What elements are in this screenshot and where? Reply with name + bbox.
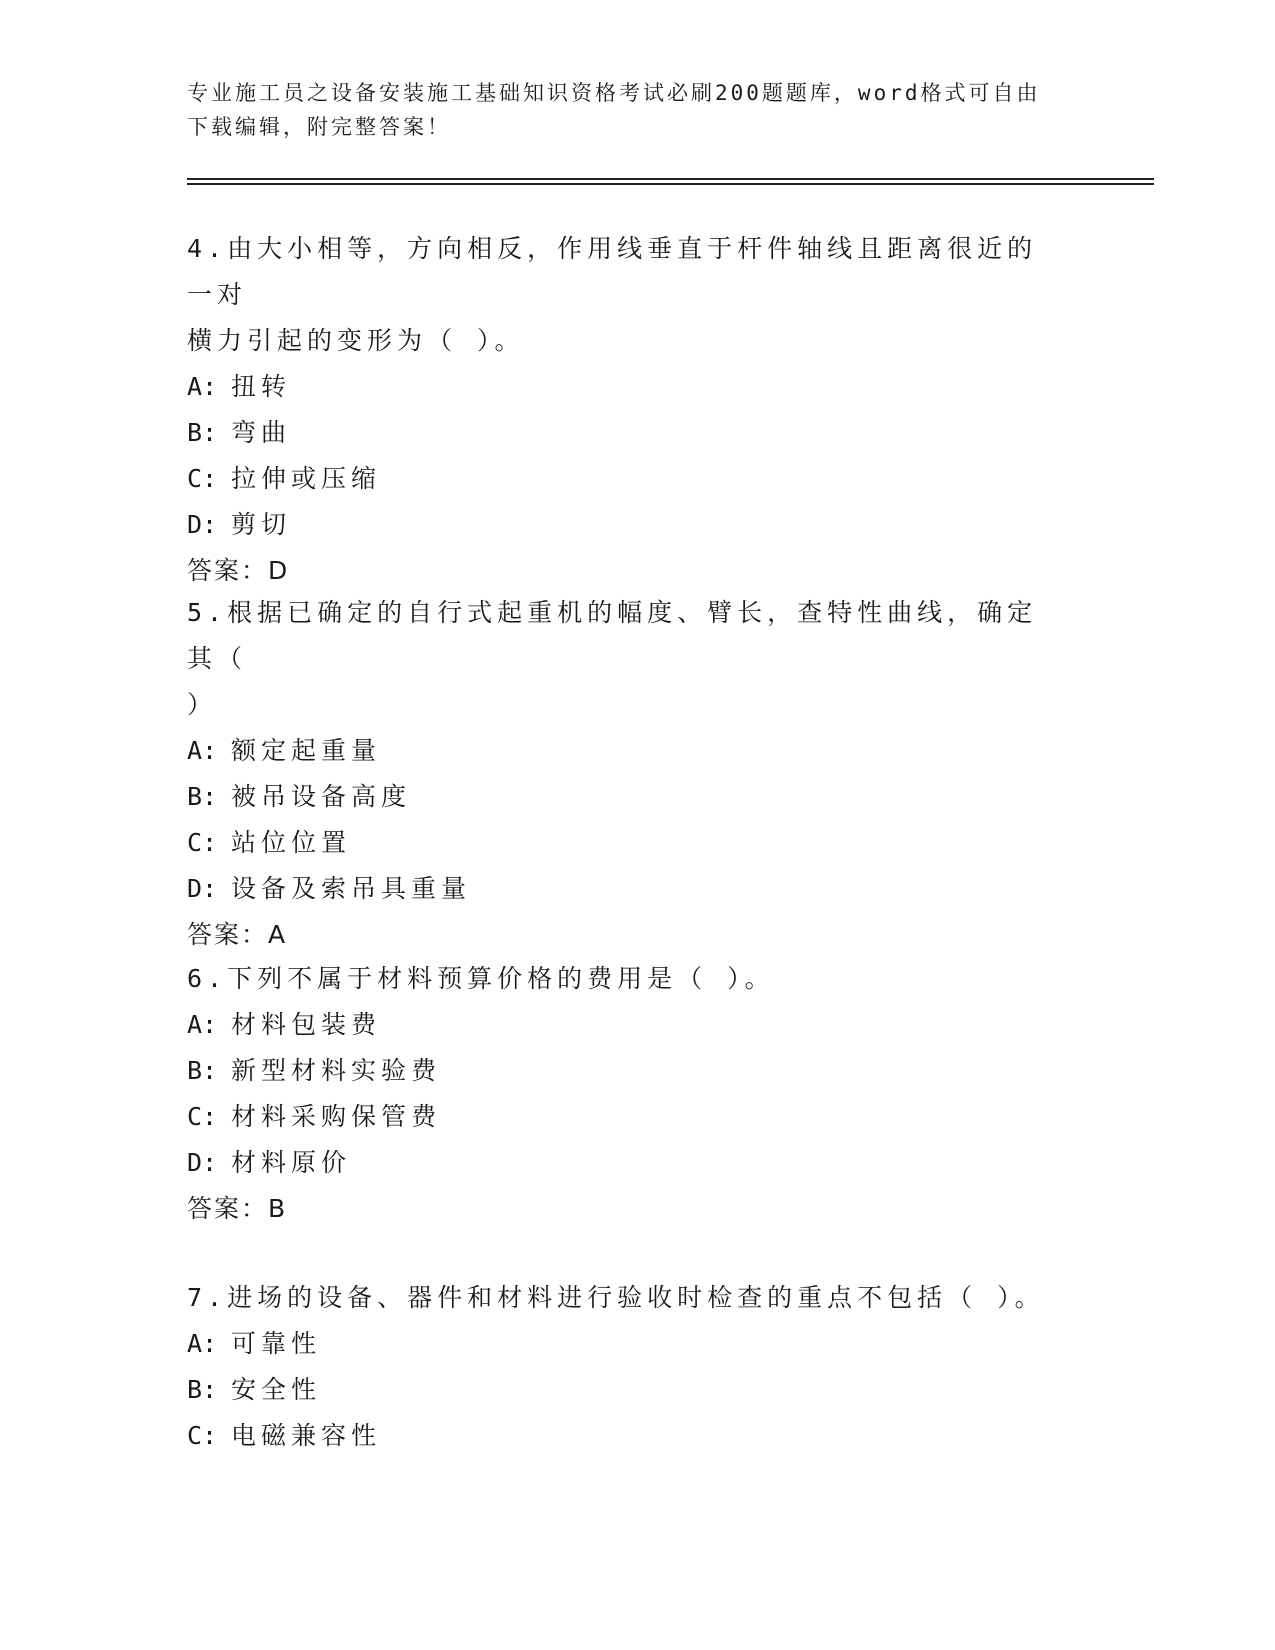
option-letter: B:	[187, 418, 218, 447]
option-d	[187, 1140, 1067, 1186]
question-stem-line: 横力引起的变形为（ ）。	[187, 326, 525, 355]
option-text: 材料原价	[231, 1148, 352, 1177]
answer-label: 答案：	[187, 556, 269, 585]
option-text: 设备及索吊具重量	[231, 874, 472, 903]
option-letter: D:	[187, 874, 218, 903]
question-4	[187, 226, 1067, 594]
question-6	[187, 956, 1067, 1232]
option-letter: B:	[187, 1056, 218, 1085]
option-letter: A:	[187, 372, 218, 401]
option-letter: B:	[187, 782, 218, 811]
option-text: 新型材料实验费	[231, 1056, 442, 1085]
option-b	[187, 410, 1067, 456]
answer-line	[187, 1186, 1067, 1232]
option-c	[187, 456, 1067, 502]
answer-line	[187, 912, 1067, 958]
option-text: 剪切	[231, 510, 292, 539]
option-text: 拉伸或压缩	[231, 464, 382, 493]
question-stem-line: 4.由大小相等，方向相反，作用线垂直于杆件轴线且距离很近的一对	[187, 234, 1038, 309]
header-divider-top	[187, 178, 1154, 180]
option-b	[187, 774, 1067, 820]
option-letter: B:	[187, 1375, 218, 1404]
option-letter: D:	[187, 1148, 218, 1177]
header-line-2: 下载编辑，附完整答案！	[187, 115, 451, 139]
option-letter: A:	[187, 1010, 218, 1039]
option-letter: C:	[187, 828, 218, 857]
option-a	[187, 364, 1067, 410]
header-line-1: 专业施工员之设备安装施工基础知识资格考试必刷200题题库，word格式可自由	[187, 81, 1041, 105]
option-a	[187, 1002, 1067, 1048]
answer-line	[187, 548, 1067, 594]
option-text: 电磁兼容性	[231, 1421, 382, 1450]
answer-value: B	[268, 1194, 286, 1223]
question-stem-line: 6.下列不属于材料预算价格的费用是（ ）。	[187, 964, 775, 993]
option-letter: A:	[187, 1329, 218, 1358]
option-text: 扭转	[231, 372, 292, 401]
option-c	[187, 820, 1067, 866]
option-d	[187, 866, 1067, 912]
option-b	[187, 1048, 1067, 1094]
option-d	[187, 502, 1067, 548]
answer-value: A	[268, 920, 286, 949]
question-7	[187, 1275, 1067, 1459]
option-c	[187, 1413, 1067, 1459]
option-text: 材料采购保管费	[231, 1102, 442, 1131]
option-letter: C:	[187, 464, 218, 493]
option-text: 材料包装费	[231, 1010, 382, 1039]
option-a	[187, 728, 1067, 774]
question-5	[187, 590, 1067, 958]
option-text: 站位位置	[231, 828, 352, 857]
option-letter: C:	[187, 1102, 218, 1131]
question-stem-line: ）	[187, 690, 218, 719]
option-letter: D:	[187, 510, 218, 539]
option-c	[187, 1094, 1067, 1140]
option-text: 可靠性	[231, 1329, 322, 1358]
option-text: 安全性	[231, 1375, 322, 1404]
answer-label: 答案：	[187, 920, 269, 949]
option-letter: C:	[187, 1421, 218, 1450]
option-text: 额定起重量	[231, 736, 382, 765]
option-text: 弯曲	[231, 418, 292, 447]
answer-value: D	[268, 556, 288, 585]
option-letter: A:	[187, 736, 218, 765]
option-a	[187, 1321, 1067, 1367]
document-header	[187, 76, 1087, 144]
question-stem-line: 5.根据已确定的自行式起重机的幅度、臂长，查特性曲线，确定其（	[187, 598, 1038, 673]
option-text: 被吊设备高度	[231, 782, 412, 811]
answer-label: 答案：	[187, 1194, 269, 1223]
header-divider-bottom	[187, 183, 1154, 185]
option-b	[187, 1367, 1067, 1413]
question-stem-line: 7.进场的设备、器件和材料进行验收时检查的重点不包括（ ）。	[187, 1283, 1045, 1312]
